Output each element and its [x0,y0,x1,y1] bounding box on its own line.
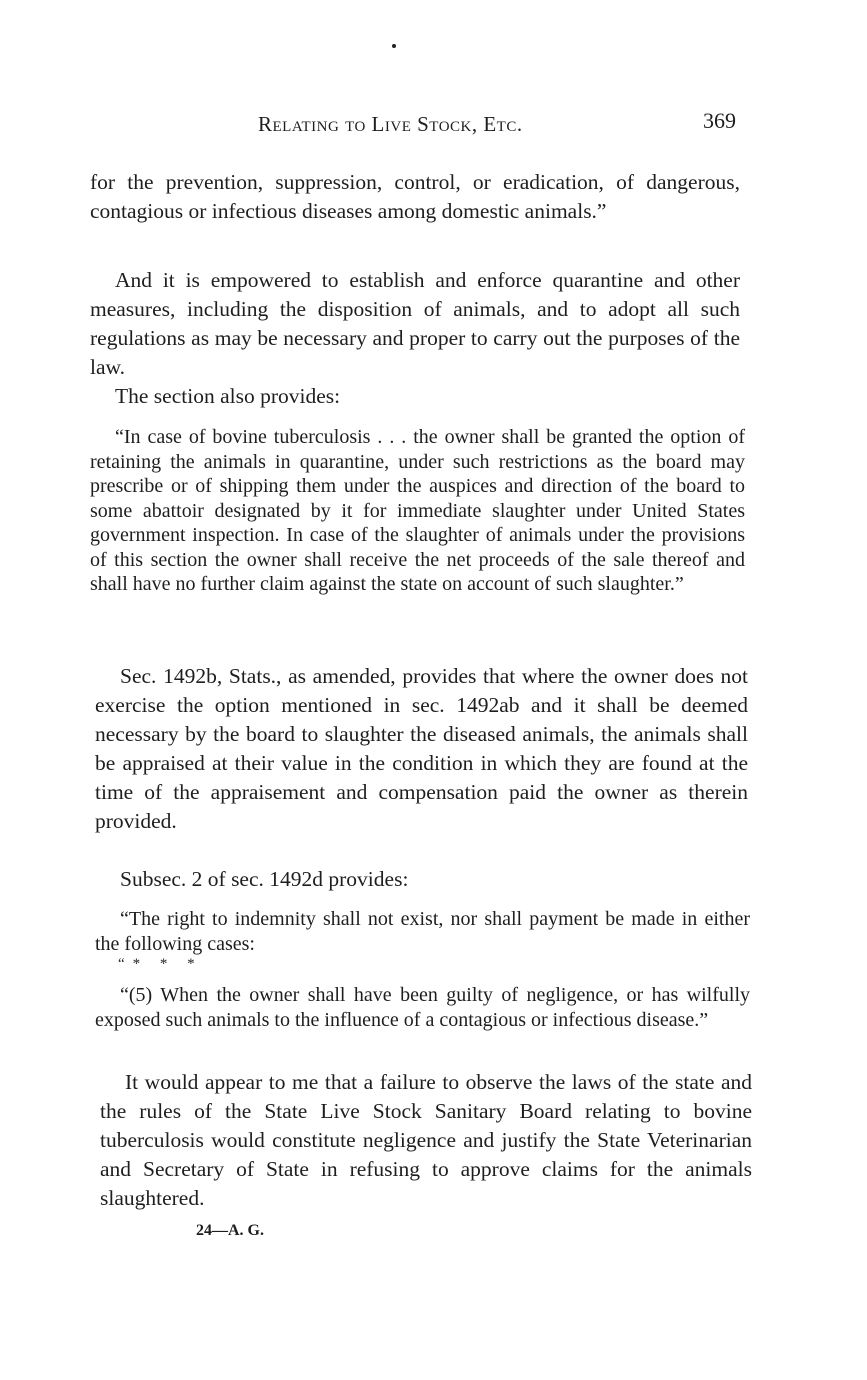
running-head: Relating to Live Stock, Etc. [258,112,523,136]
ellipsis-stars: “* * * [118,956,203,972]
paragraph-subsec-2: Subsec. 2 of sec. 1492d provides: [120,867,409,891]
paragraph-sec-1492b: Sec. 1492b, Stats., as amended, provides that where the owner does not exercise the option mentioned in sec. 1492ab and it shall be deemed necessary by the board to slaughter the diseased animals, the animals shall be appraised at their value in the condition in which they are found at the time of the appraisement and compensation paid the owner as therein provided. [95,664,748,833]
print-speck [392,44,396,48]
paragraph-empowered: And it is empowered to establish and enforce quarantine and other measures, including the disposition of animals, and to adopt all such regulations as may be necessary and proper to carry out the purposes of the law. [90,268,740,379]
signature-mark: 24—A. G. [196,1222,264,1239]
paragraph-section-provides: The section also provides: [115,384,341,408]
paragraph-continuation: for the prevention, suppression, control, or eradication, of dangerous, contagious or infectious diseases among domestic animals.” [90,170,740,223]
paragraph-conclusion: It would appear to me that a failure to observe the laws of the state and the rules of the State Live Stock Sanitary Board relating to bovine tuberculosis would constitute negligence and justify the State Veterinarian and Secretary of State in refusing to approve claims for the animals slaughtered. [100,1070,752,1210]
quote-indemnity: “The right to indemnity shall not exist, nor shall payment be made in either the following cases: [95,908,750,955]
quote-clause-5: “(5) When the owner shall have been guilty of negligence, or has wilfully exposed such animals to the influence of a contagious or infectious disease.” [95,984,750,1031]
page-number: 369 [703,108,736,133]
quote-bovine-tuberculosis: “In case of bovine tuberculosis . . . the owner shall be granted the option of retaining the animals in quarantine, under such restrictions as the board may prescribe or of shipping them under the auspices and direction of the board to some abattoir designated by it for immediate slaughter under United States government inspection. In case of the slaughter of animals under the provisions of this section the owner shall receive the net proceeds of the sale thereof and shall have no further claim against the state on account of such slaughter.” [90,426,745,595]
